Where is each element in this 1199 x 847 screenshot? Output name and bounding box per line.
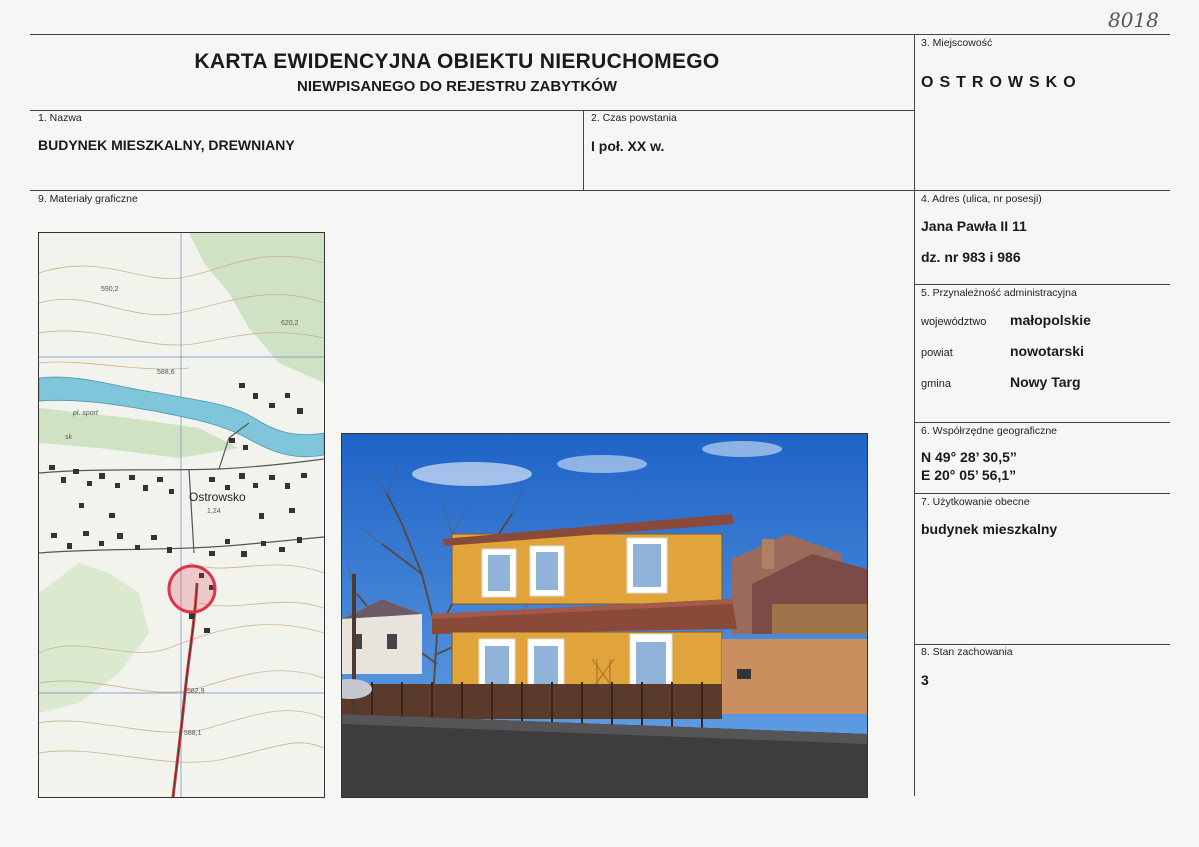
divider-header <box>30 110 914 111</box>
nazwa-label: 1. Nazwa <box>38 112 82 124</box>
card-subtitle: NIEWPISANEGO DO REJESTRU ZABYTKÓW <box>296 78 618 95</box>
admin-value-wojewodztwo: małopolskie <box>1010 312 1091 328</box>
state-value: 3 <box>921 672 929 688</box>
forest-area-south <box>39 563 149 713</box>
usage-label: 7. Użytkowanie obecne <box>921 496 1030 508</box>
admin-label: 5. Przynależność administracyjna <box>921 287 1077 299</box>
state-label: 8. Stan zachowania <box>921 646 1013 658</box>
map-elevation-582: 582,9 <box>187 688 205 695</box>
photo-drawing <box>342 434 867 797</box>
divider-state <box>914 644 1170 645</box>
adres-parcel: dz. nr 983 i 986 <box>921 249 1021 265</box>
coords-label: 6. Współrzędne geograficzne <box>921 425 1057 437</box>
map-elevation-588-1: 588,1 <box>184 730 202 737</box>
map-elevation-590: 590,2 <box>101 286 119 293</box>
miejscowosc-label: 3. Miejscowość <box>921 37 993 49</box>
coords-north: N 49° 28’ 30,5” <box>921 449 1017 465</box>
divider-row1 <box>30 190 1170 191</box>
admin-key-powiat: powiat <box>921 347 953 359</box>
miejscowosc-value: OSTROWSKO <box>921 74 1082 91</box>
location-marker-circle <box>169 566 215 612</box>
materials-label: 9. Materiały graficzne <box>38 193 138 205</box>
czas-value: I poł. XX w. <box>591 138 665 154</box>
usage-value: budynek mieszkalny <box>921 521 1058 537</box>
map-drawing <box>39 233 324 797</box>
map-elevation-588-6: 588,6 <box>157 369 175 376</box>
divider-coords <box>914 422 1170 423</box>
czas-label: 2. Czas powstania <box>591 112 677 124</box>
adres-label: 4. Adres (ulica, nr posesji) <box>921 193 1042 205</box>
map-elevation-1-24: 1,24 <box>207 508 221 515</box>
admin-value-powiat: nowotarski <box>1010 343 1084 359</box>
divider-usage <box>914 493 1170 494</box>
divider-admin <box>914 284 1170 285</box>
right-column-divider <box>914 34 915 796</box>
nazwa-value: BUDYNEK MIESZKALNY, DREWNIANY <box>38 137 295 153</box>
admin-key-gmina: gmina <box>921 378 951 390</box>
forest-area-north <box>189 233 324 383</box>
map-elevation-620: 620,2 <box>281 320 299 327</box>
handwritten-number: 8018 <box>1108 8 1159 32</box>
coords-east: E 20° 05’ 56,1” <box>921 467 1017 483</box>
location-map <box>38 232 325 798</box>
admin-value-gmina: Nowy Targ <box>1010 374 1081 390</box>
building-photo <box>341 433 868 798</box>
adres-street: Jana Pawła II 11 <box>921 218 1027 234</box>
map-sport-label: pl. sport <box>73 410 98 417</box>
card-title: KARTA EWIDENCYJNA OBIEKTU NIERUCHOMEGO <box>194 50 720 73</box>
map-town-label: Ostrowsko <box>189 490 246 504</box>
name-time-divider <box>583 110 584 190</box>
top-border <box>30 34 1170 35</box>
map-sk-label: sk <box>65 434 72 441</box>
admin-key-wojewodztwo: województwo <box>921 316 987 328</box>
